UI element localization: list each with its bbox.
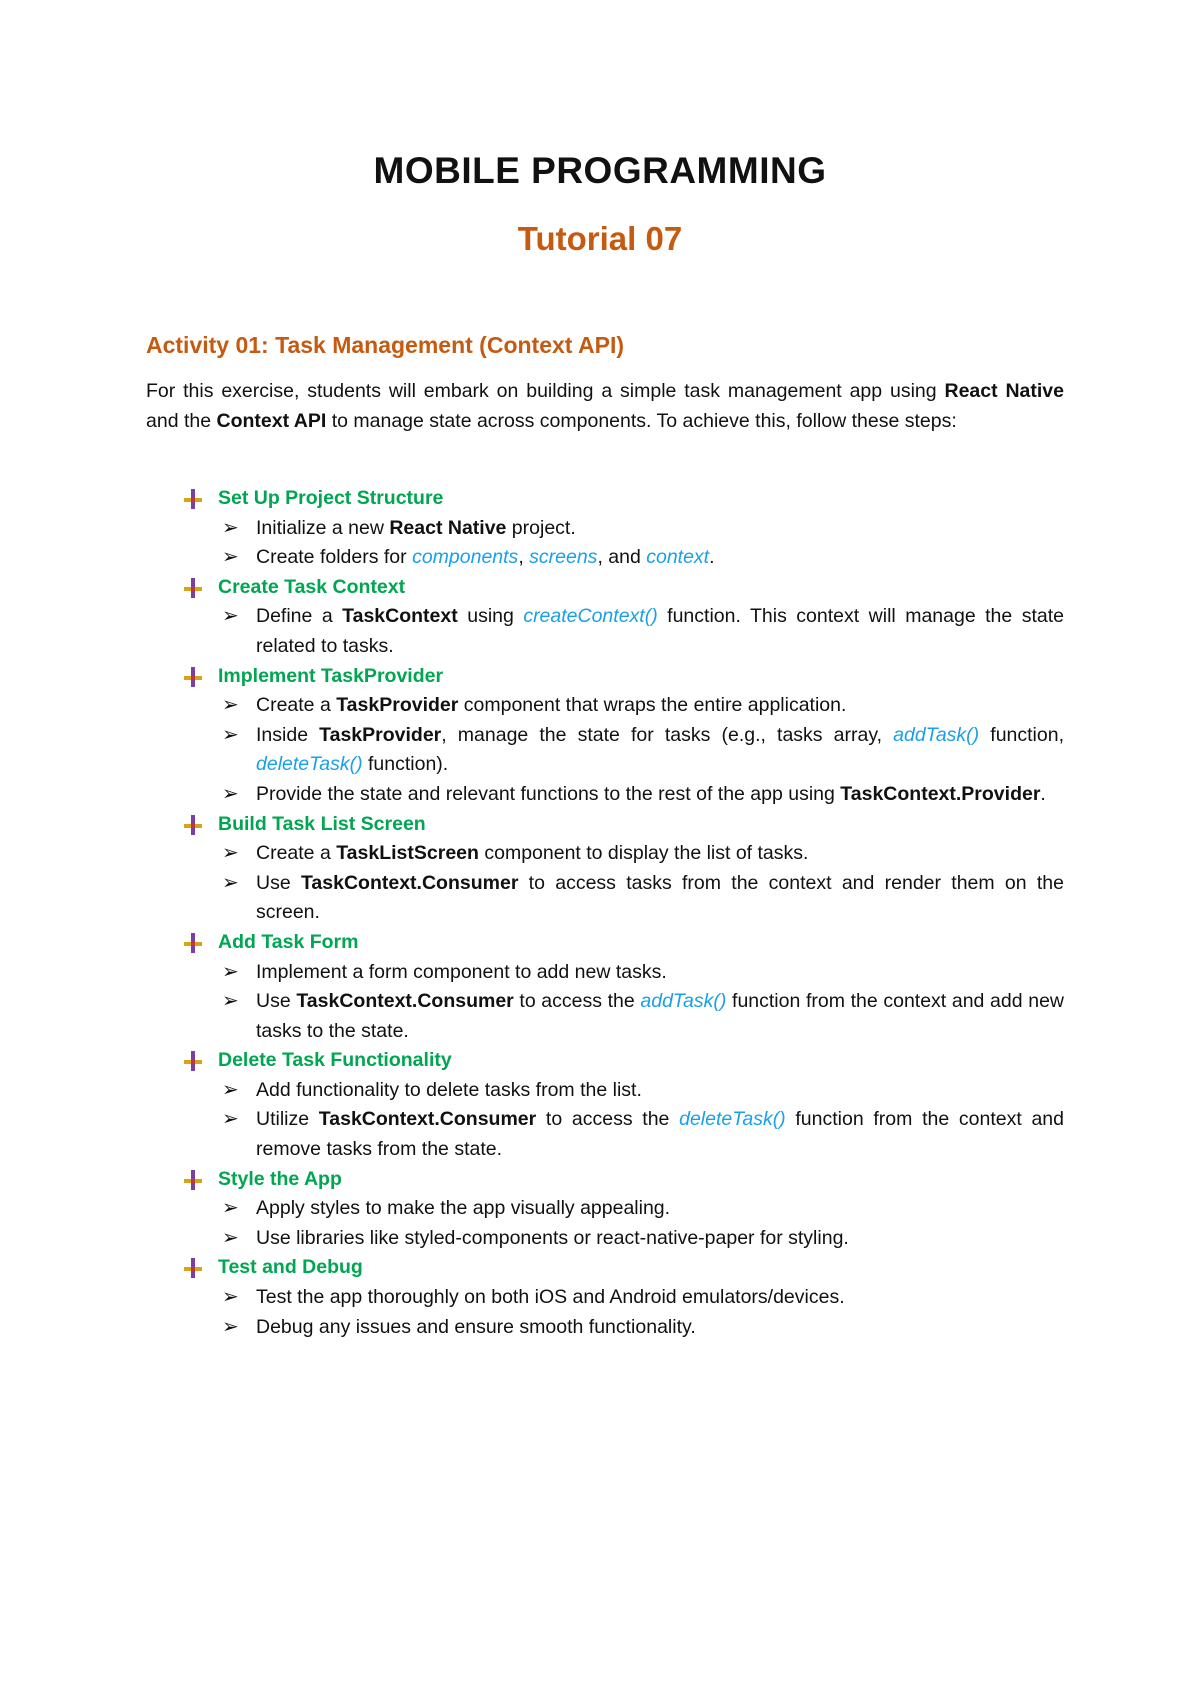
code-term: context — [646, 546, 710, 569]
item-text: Use — [256, 871, 301, 894]
step-item — [146, 573, 1064, 662]
step-item — [146, 662, 1064, 810]
arrow-bullet-icon: ➢ — [222, 1108, 239, 1131]
item-text: Use libraries like styled-components or react-native-paper for styling. — [256, 1226, 849, 1249]
sub-item — [146, 1194, 1064, 1224]
bold-term: TaskContext.Provider — [840, 782, 1041, 805]
item-text: . — [1040, 782, 1046, 805]
bold-term: TaskContext.Consumer — [300, 871, 519, 894]
pin-bullet-icon — [182, 814, 204, 836]
item-text: Add functionality to delete tasks from the list. — [256, 1078, 642, 1101]
item-text: , — [518, 546, 530, 569]
item-text: to access the — [536, 1108, 680, 1131]
sub-item — [146, 721, 1064, 780]
step-title: Implement TaskProvider — [218, 664, 444, 687]
step-item — [146, 1046, 1064, 1164]
item-text: using — [457, 605, 524, 628]
bold-term: TaskProvider — [336, 694, 459, 717]
bold-term: TaskProvider — [319, 723, 442, 746]
arrow-bullet-icon: ➢ — [222, 546, 239, 569]
item-text: Provide the state and relevant functions to the rest of the app using — [256, 782, 841, 805]
item-text: Inside — [256, 723, 320, 746]
item-text: Create a — [256, 694, 337, 717]
step-item — [146, 1253, 1064, 1342]
sub-item — [146, 691, 1064, 721]
item-text: Utilize — [256, 1108, 319, 1131]
bold-term: TaskContext.Consumer — [318, 1108, 537, 1131]
sub-item — [146, 1283, 1064, 1313]
pin-bullet-icon — [182, 1050, 204, 1072]
code-term: addTask() — [893, 723, 980, 746]
arrow-bullet-icon: ➢ — [222, 871, 239, 894]
arrow-bullet-icon: ➢ — [222, 782, 239, 805]
code-term: screens — [529, 546, 598, 569]
step-heading — [146, 1165, 1064, 1195]
step-item — [146, 484, 1064, 573]
code-term: addTask() — [640, 990, 727, 1013]
pin-bullet-icon — [182, 1169, 204, 1191]
sub-item — [146, 780, 1064, 810]
bold-term: React Native — [389, 516, 507, 539]
item-text: function. This context will manage the state related to tasks. — [256, 605, 1064, 657]
item-text: to access tasks from the context and render them on the screen. — [256, 871, 1064, 924]
item-text: Define a — [256, 605, 343, 628]
pin-bullet-icon — [182, 488, 204, 510]
step-heading — [146, 662, 1064, 692]
item-text: Apply styles to make the app visually appealing. — [256, 1197, 671, 1220]
step-heading — [146, 484, 1064, 514]
item-text: Initialize a new — [256, 516, 390, 539]
sub-item — [146, 1105, 1064, 1164]
arrow-bullet-icon: ➢ — [222, 516, 239, 539]
sub-item — [146, 987, 1064, 1046]
step-title: Delete Task Functionality — [218, 1049, 452, 1072]
step-item — [146, 1165, 1064, 1254]
item-text: Create a — [256, 842, 337, 865]
pin-bullet-icon — [182, 1257, 204, 1279]
sub-item — [146, 514, 1064, 544]
page-subtitle: Tutorial 07 — [517, 220, 683, 257]
bold-term: TaskContext.Consumer — [296, 990, 514, 1013]
pin-bullet-icon — [182, 666, 204, 688]
sub-item — [146, 869, 1064, 928]
sub-item — [146, 839, 1064, 869]
arrow-bullet-icon: ➢ — [222, 723, 239, 746]
steps-list — [146, 484, 1064, 1342]
item-text: function). — [362, 753, 449, 776]
pin-bullet-icon — [182, 577, 204, 599]
item-text: , manage the state for tasks (e.g., tasks array, — [441, 723, 894, 746]
step-title: Create Task Context — [218, 575, 406, 598]
item-text: Create folders for — [256, 546, 413, 569]
sub-item — [146, 958, 1064, 988]
item-text: Use — [256, 990, 297, 1013]
item-text: function from the context and remove tasks from the state. — [256, 1108, 1064, 1161]
step-title: Set Up Project Structure — [218, 487, 444, 509]
arrow-bullet-icon: ➢ — [222, 1315, 239, 1338]
arrow-bullet-icon: ➢ — [222, 990, 239, 1013]
sub-item — [146, 543, 1064, 573]
pin-bullet-icon — [182, 932, 204, 954]
sub-item — [146, 1313, 1064, 1343]
intro-paragraph: For this exercise, students will embark on building a simple task management app using React Native and the Context API to manage state across components. To achieve this, follow these steps: — [146, 380, 1064, 432]
arrow-bullet-icon: ➢ — [222, 1078, 239, 1101]
arrow-bullet-icon: ➢ — [222, 1197, 239, 1220]
step-heading — [146, 810, 1064, 840]
item-text: component that wraps the entire application. — [458, 694, 847, 717]
arrow-bullet-icon: ➢ — [222, 605, 239, 628]
code-term: deleteTask() — [256, 753, 363, 776]
code-term: deleteTask() — [679, 1108, 786, 1131]
code-term: createContext() — [523, 605, 658, 628]
step-item — [146, 928, 1064, 1046]
step-item — [146, 810, 1064, 928]
page-title: MOBILE PROGRAMMING — [373, 150, 827, 191]
item-text: component to display the list of tasks. — [478, 842, 809, 865]
item-text: , and — [597, 546, 647, 569]
item-text: Debug any issues and ensure smooth functionality. — [256, 1315, 696, 1338]
sub-item — [146, 602, 1064, 661]
step-title: Add Task Form — [218, 930, 359, 953]
item-text: project. — [506, 516, 576, 539]
item-text: Test the app thoroughly on both iOS and Android emulators/devices. — [256, 1286, 845, 1309]
arrow-bullet-icon: ➢ — [222, 842, 239, 865]
code-term: components — [412, 546, 519, 569]
item-text: to access the — [513, 990, 641, 1013]
item-text: . — [709, 546, 715, 569]
arrow-bullet-icon: ➢ — [222, 1286, 239, 1309]
sub-item — [146, 1076, 1064, 1106]
arrow-bullet-icon: ➢ — [222, 960, 239, 983]
activity-heading: Activity 01: Task Management (Context API) — [146, 332, 624, 358]
sub-item — [146, 1224, 1064, 1254]
step-title: Test and Debug — [218, 1256, 363, 1279]
step-heading — [146, 928, 1064, 958]
item-text: function, — [979, 723, 1064, 746]
step-title: Style the App — [218, 1167, 342, 1190]
bold-term: TaskContext — [342, 605, 458, 628]
step-title: Build Task List Screen — [218, 812, 426, 835]
step-heading — [146, 1253, 1064, 1283]
arrow-bullet-icon: ➢ — [222, 1226, 239, 1249]
item-text: function from the context and add new tasks to the state. — [256, 990, 1064, 1042]
bold-term: TaskListScreen — [336, 842, 479, 865]
step-heading — [146, 1046, 1064, 1076]
arrow-bullet-icon: ➢ — [222, 694, 239, 717]
step-heading — [146, 573, 1064, 603]
item-text: Implement a form component to add new tasks. — [256, 960, 667, 983]
